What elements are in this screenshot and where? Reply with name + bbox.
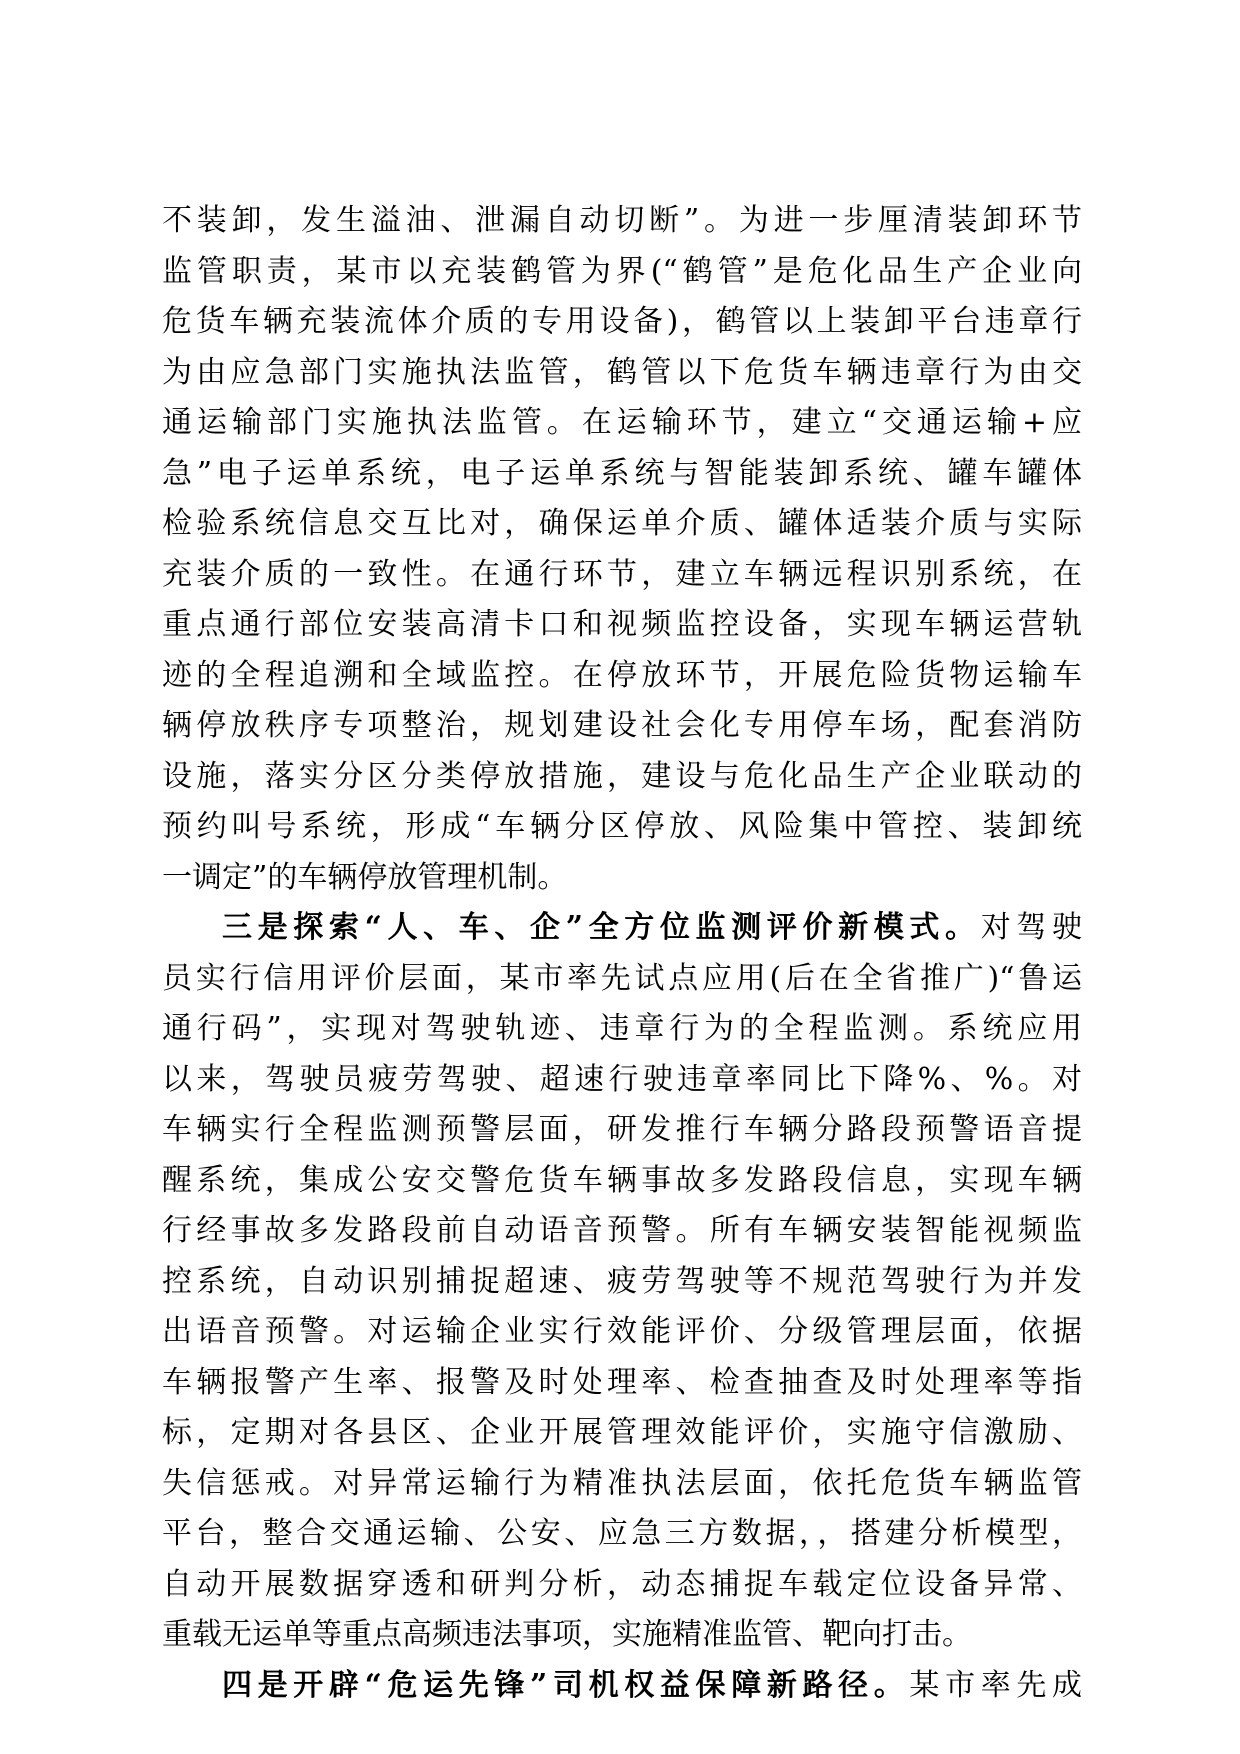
text-line: 急”电子运单系统，电子运单系统与智能装卸系统、罐车罐体 [162, 455, 1082, 491]
text-line: 重载无运单等重点高频违法事项，实施精准监管、靶向打击。 [162, 1617, 972, 1652]
text-line: 员实行信用评价层面，某市率先试点应用(后在全省推广)“鲁运 [162, 960, 1082, 996]
text-line: 监管职责，某市以充装鹤管为界(“鹤管”是危化品生产企业向 [162, 253, 1082, 289]
text-run: 某市率先成 [909, 1667, 1083, 1703]
text-line: 平台，整合交通运输、公安、应急三方数据，，搭建分析模型， [162, 1516, 1082, 1551]
document-body [162, 196, 1082, 1711]
text-line: 不装卸，发生溢油、泄漏自动切断”。为进一步厘清装卸环节 [162, 203, 1082, 238]
text-run: 对驾驶 [980, 910, 1083, 945]
section-heading: 四是开辟“危运先锋”司机权益保障新路径。 [222, 1667, 910, 1703]
text-line: 出语音预警。对运输企业实行效能评价、分级管理层面，依据 [162, 1314, 1082, 1349]
text-line: 通运输部门实施执法监管。在运输环节，建立“交通运输+应 [162, 405, 1082, 440]
text-line: 控系统，自动识别捕捉超速、疲劳驾驶等不规范驾驶行为并发 [162, 1263, 1082, 1299]
paragraph-first-line [162, 903, 1082, 954]
text-line: 失信惩戒。对异常运输行为精准执法层面，依托危货车辆监管 [162, 1465, 1082, 1501]
text-line: 醒系统，集成公安交警危货车辆事故多发路段信息，实现车辆 [162, 1162, 1082, 1198]
section-heading: 三是探索“人、车、企”全方位监测评价新模式。 [222, 910, 981, 945]
text-line: 重点通行部位安装高清卡口和视频监控设备，实现车辆运营轨 [162, 607, 1082, 642]
text-line: 标，定期对各县区、企业开展管理效能评价，实施守信激励、 [162, 1415, 1082, 1450]
text-line: 迹的全程追溯和全域监控。在停放环节，开展危险货物运输车 [162, 657, 1082, 693]
text-line: 充装介质的一致性。在通行环节，建立车辆远程识别系统，在 [162, 556, 1082, 592]
text-line: 预约叫号系统，形成“车辆分区停放、风险集中管控、装卸统 [162, 809, 1082, 844]
text-line: 为由应急部门实施执法监管，鹤管以下危货车辆违章行为由交 [162, 354, 1082, 390]
text-line: 危货车辆充装流体介质的专用设备)，鹤管以上装卸平台违章行 [162, 304, 1082, 339]
text-line: 通行码”，实现对驾驶轨迹、违章行为的全程监测。系统应用 [162, 1011, 1082, 1046]
paragraph-first-line [162, 1661, 1082, 1712]
text-line: 设施，落实分区分类停放措施，建设与危化品生产企业联动的 [162, 758, 1082, 794]
paragraph-1 [162, 196, 1082, 903]
text-line: 行经事故多发路段前自动语音预警。所有车辆安装智能视频监 [162, 1213, 1082, 1248]
text-line: 车辆实行全程监测预警层面，研发推行车辆分路段预警语音提 [162, 1112, 1082, 1147]
text-line: 以来，驾驶员疲劳驾驶、超速行驶违章率同比下降%、%。对 [162, 1061, 1082, 1097]
text-line: 车辆报警产生率、报警及时处理率、检查抽查及时处理率等指 [162, 1364, 1082, 1400]
text-line: 一调定”的车辆停放管理机制。 [162, 859, 568, 895]
paragraph-2 [162, 903, 1082, 1661]
text-line: 自动开展数据穿透和研判分析，动态捕捉车载定位设备异常、 [162, 1566, 1082, 1602]
text-line: 检验系统信息交互比对，确保运单介质、罐体适装介质与实际 [162, 506, 1082, 541]
text-line: 辆停放秩序专项整治，规划建设社会化专用停车场，配套消防 [162, 708, 1082, 743]
paragraph-3 [162, 1661, 1082, 1712]
